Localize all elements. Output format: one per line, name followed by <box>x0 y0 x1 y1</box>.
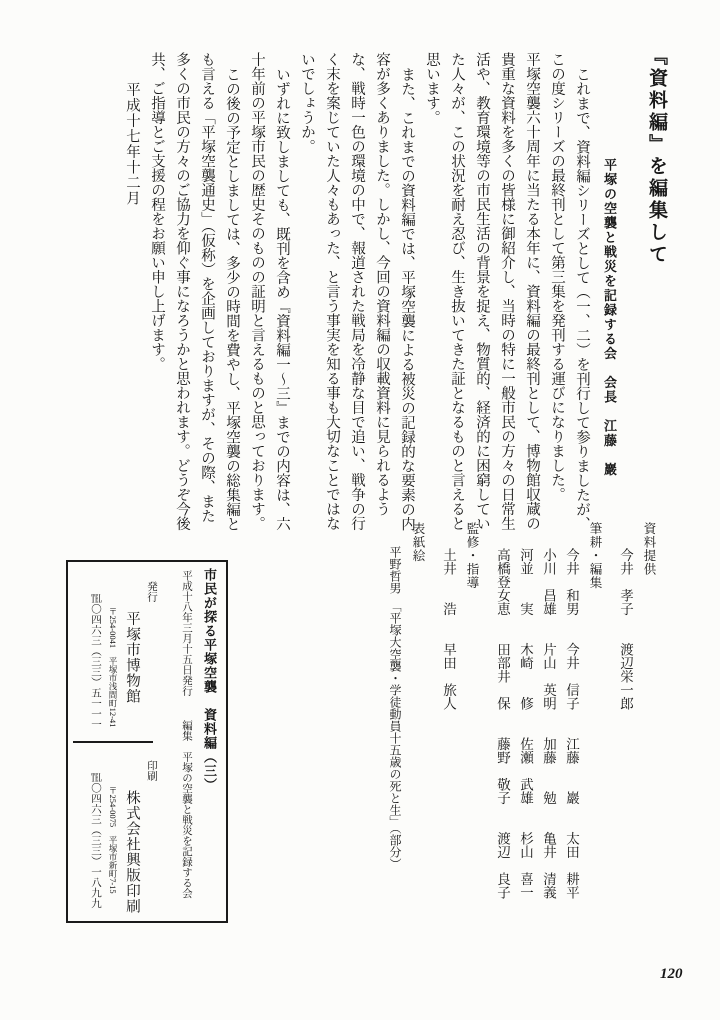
printer-name: 株式会社興版印刷 <box>124 789 140 914</box>
article-date: 平成十七年十二月 <box>124 82 140 206</box>
publisher-block <box>73 567 160 738</box>
credit-names-column: 河並 実 木崎 修 佐瀬 武雄 杉山 喜一 <box>518 548 533 899</box>
credit-names-column: 高橋登女恵 田部井 保 藤野 敬子 渡辺 良子 <box>495 548 510 899</box>
book-title: 市民が探る平塚空襲 資料編（三） <box>202 568 217 792</box>
body-paragraph: これまで、資料編シリーズとして（一、二）を刊行して参りましたが、この度シリーズの最終刊として第三集を発刊する運びになりました。 <box>549 52 590 531</box>
credit-section-label: 資料提供 <box>642 522 656 576</box>
editor-line: 編集 平塚の空襲と戦災を記録する会 <box>181 720 192 899</box>
publisher-name: 平塚市博物館 <box>124 611 140 704</box>
article-body <box>119 52 594 534</box>
page-number: 120 <box>660 966 683 982</box>
publisher-label: 発行 <box>146 581 157 602</box>
colophon-imprint-area <box>68 562 160 921</box>
credit-section-label: 筆耕・編集 <box>588 522 602 590</box>
article-title: 『資料編』を編集して <box>646 46 667 266</box>
body-paragraph: 平塚空襲六十周年に当たる本年に、資料編の最終刊として、博物館収蔵の貴重な資料を多くの皆様に御紹介し、当時の特に一般市民の方々の日常生活や、教育環境等の市民生活の背景を捉え、物質的、経済的に困窮していた人々が、この状況を耐え忍び、生き抜いてきた証となるものと言えると思います。 <box>424 52 540 531</box>
printer-label: 印刷 <box>146 759 157 781</box>
colophon-title-area <box>160 562 226 921</box>
credit-names-column: 今井 孝子 渡辺栄一郎 <box>618 548 633 710</box>
printer-phone: ℡〇四六三（三三）一八九九 <box>90 771 101 908</box>
credit-section-label: 監修・指導 <box>465 522 479 590</box>
issue-date: 平成十八年三月十五日発行 <box>181 570 192 696</box>
body-paragraph: また、これまでの資料編では、平塚空襲による被災の記録的な要素の内容が多くありました。しかし、今回の資料編の収載資料に見られるような、戦時一色の環境の中で、報道された戦局を冷静な目で追い、戦争の行く末を案じていた人々もあった、と言う事実を知る事も大切なことではないでしょうか。 <box>299 52 415 531</box>
credit-names-column: 平野哲男 「平塚大空襲・学徒動員十五歳の死と生」（部分） <box>388 546 402 870</box>
publisher-address: 〒254-0041 平塚市浅間町12-41 <box>108 607 118 728</box>
credit-section-material-providers <box>614 522 660 947</box>
credit-section-supervisors <box>437 522 483 947</box>
printer-address: 〒254-0075 平塚市新町7-15 <box>108 785 118 894</box>
publication-line <box>176 568 196 915</box>
body-paragraph: この後の予定としましては、多少の時間を費やし、平塚空襲の総集編とも言える「平塚空襲通史」（仮称）を企画しておりますが、その際、また多くの市民の方々のご協力を仰ぐ事になろうかと思われます。どうぞ今後共、ご指導とご支援の程をお願い申し上げます。 <box>149 52 240 531</box>
colophon-divider <box>73 741 153 743</box>
credit-section-label: 表紙絵 <box>411 522 425 563</box>
credit-section-cover-art <box>383 522 429 947</box>
article-subtitle: 平塚の空襲と戦災を記録する会 会長 江藤 巖 <box>602 158 617 477</box>
credit-names-column: 土井 浩 早田 旅人 <box>441 548 456 710</box>
credits-list <box>375 522 660 947</box>
printer-block <box>73 746 160 917</box>
credit-names-column: 今井 和男 今井 信子 江藤 巖 太田 耕平 <box>564 548 579 899</box>
credit-section-editors <box>491 522 606 947</box>
publisher-phone: ℡〇四六三（三三）五一一一 <box>90 593 101 730</box>
credit-names-column: 小川 昌雄 片山 英明 加藤 勉 亀井 清義 <box>541 548 556 899</box>
colophon-box <box>66 560 228 923</box>
body-paragraph: いずれに致しましても、既刊を含め『資料編一～三』までの内容は、六十年前の平塚市民の歴史そのものの証明と言えるものと思っております。 <box>249 52 290 531</box>
